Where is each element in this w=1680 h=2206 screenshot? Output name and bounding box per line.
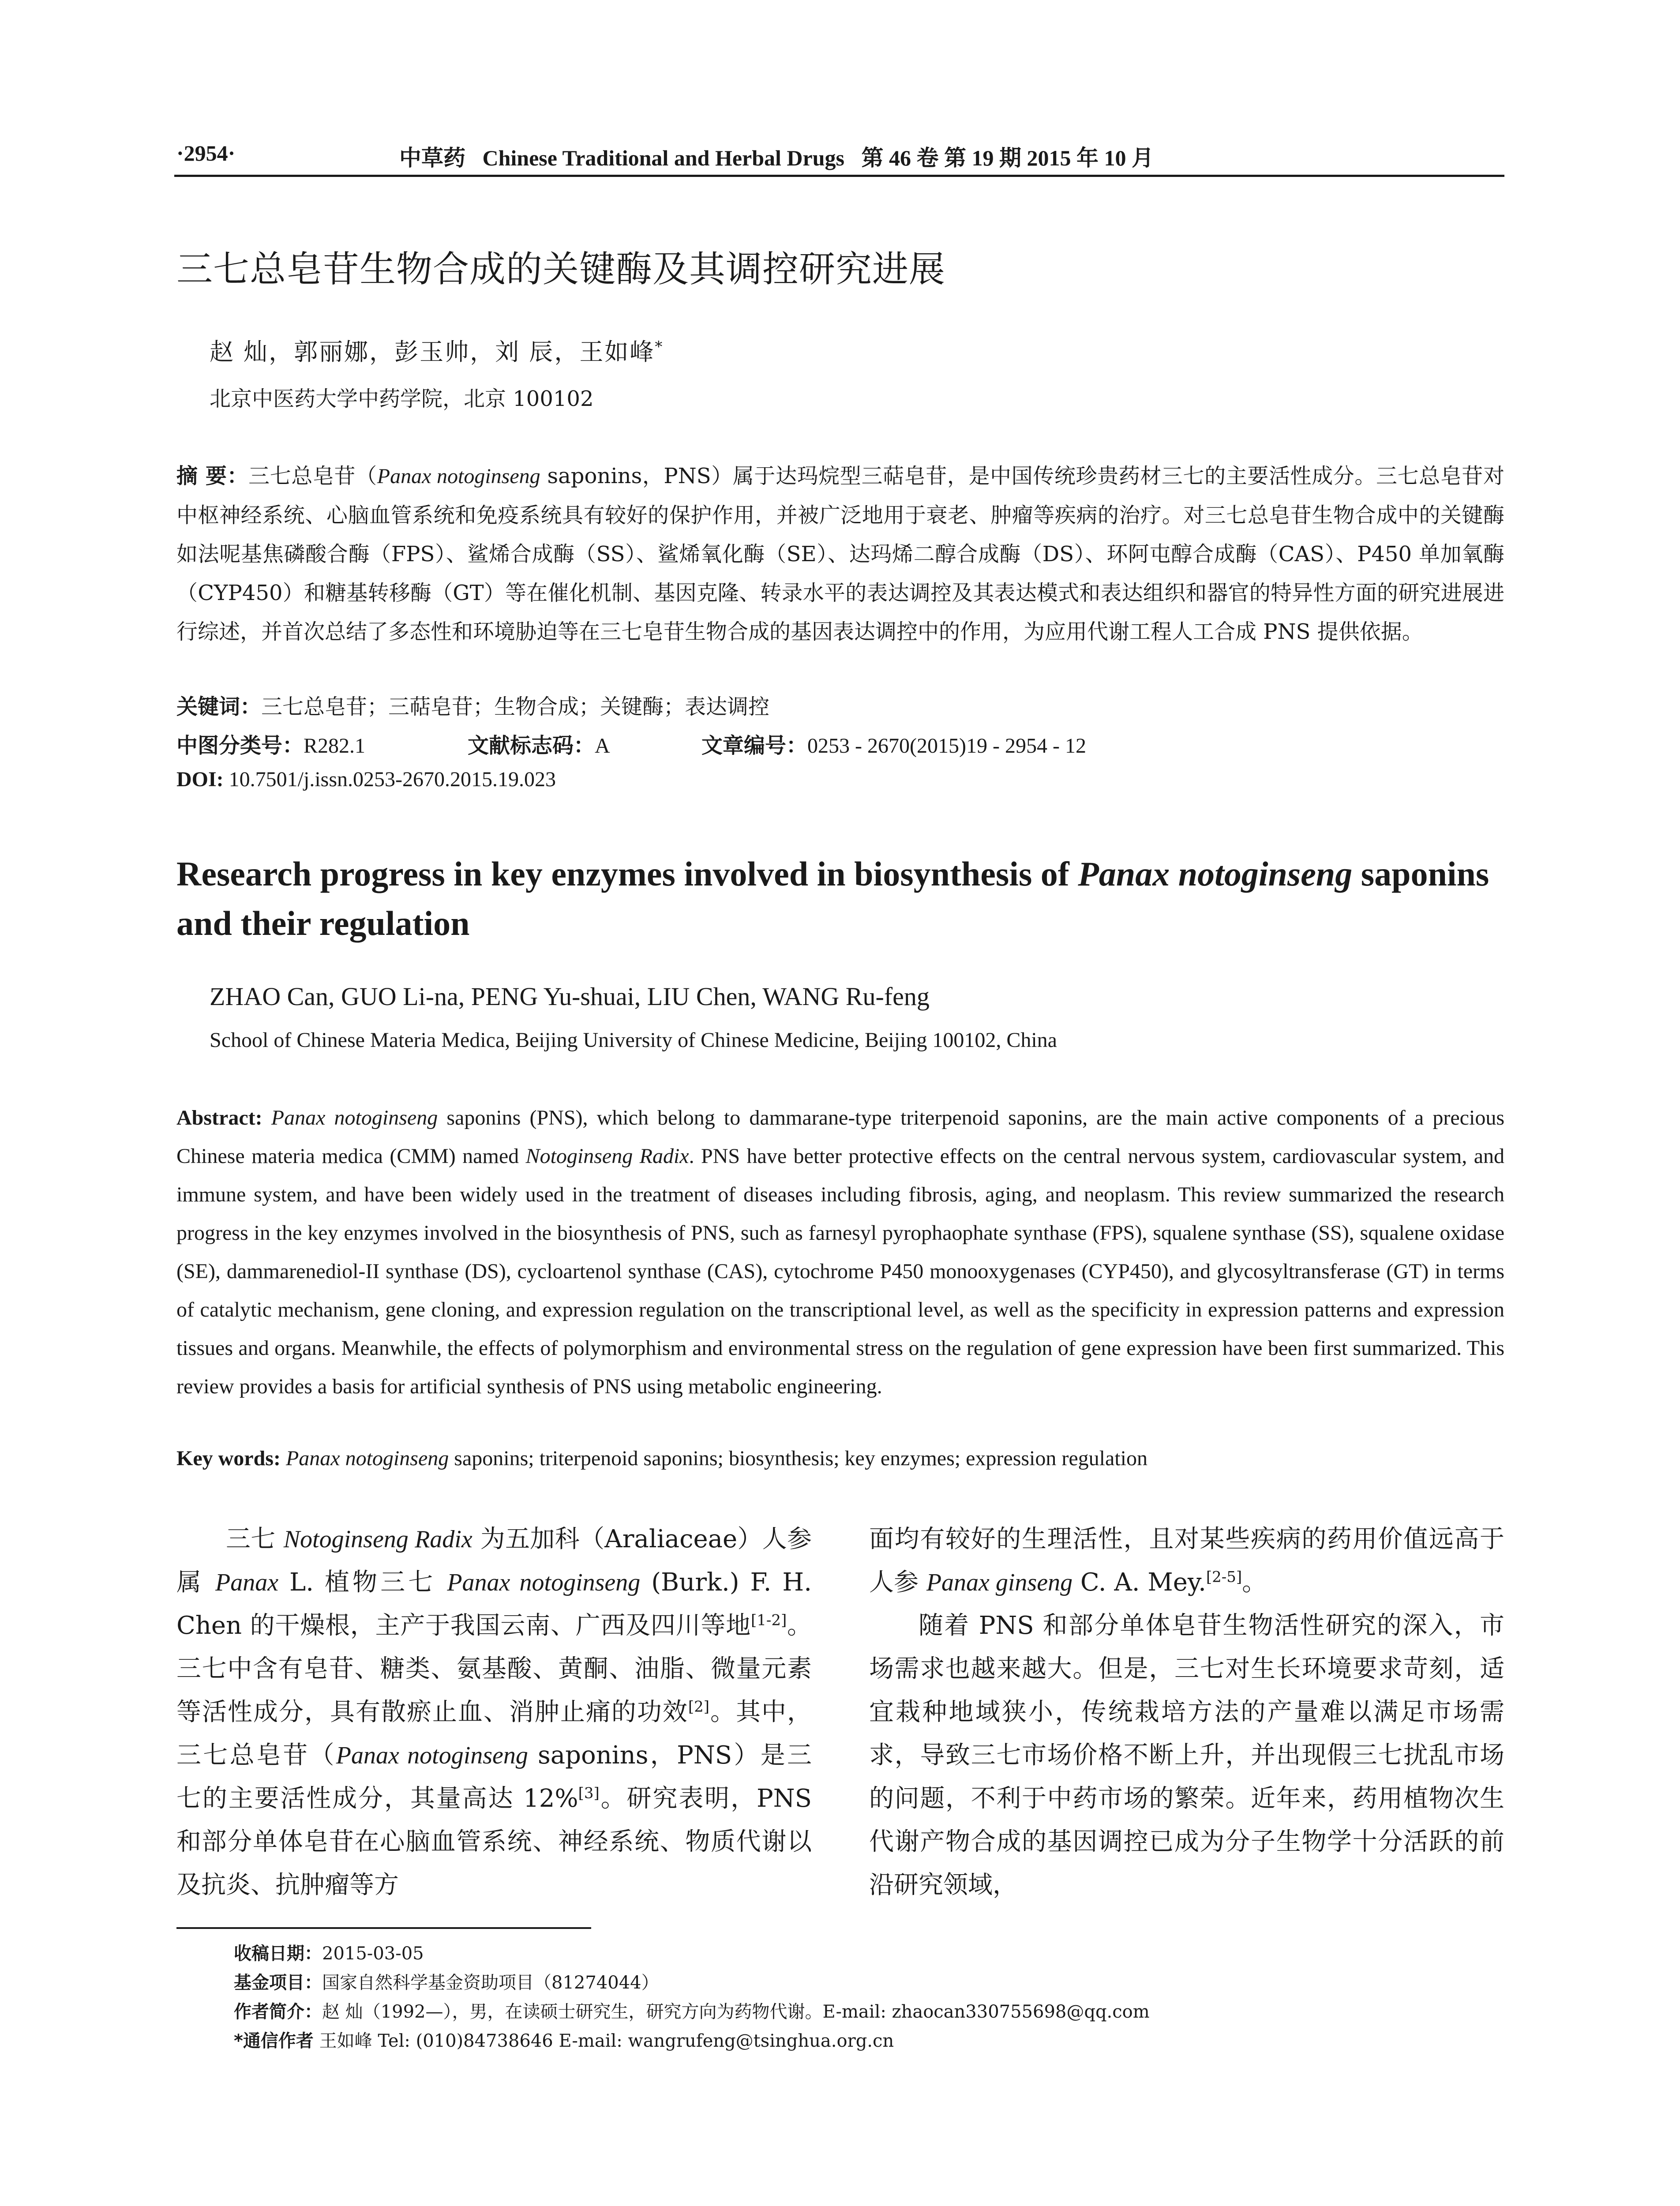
cn-keywords-text: 三七总皂苷；三萜皂苷；生物合成；关键酶；表达调控 bbox=[261, 694, 770, 719]
en-abstract-label: Abstract: bbox=[176, 1106, 262, 1129]
article-no-cell bbox=[701, 728, 1086, 759]
body-text: C. A. Mey. bbox=[1072, 1568, 1206, 1597]
doc-code-label: 文献标志码： bbox=[468, 733, 595, 758]
citation: [3] bbox=[578, 1784, 600, 1802]
body-text: 为五加科（Araliaceae）人参属 bbox=[176, 1525, 812, 1597]
journal-header bbox=[399, 140, 1165, 172]
body-paragraph: 随着 PNS 和部分单体皂苷生物活性研究的深入，市场需求也越来越大。但是，三七对生长环境要求苛刻，适宜栽种地域狭小，传统栽培方法的产量难以满足市场需求，导致三七市场价格不断上升，并出现假三七扰乱市场的问题，不利于中药市场的繁荣。近年来，药用植物次生代谢产物合成的基因调控已成为分子生物学十分活跃的前沿研究领域， bbox=[869, 1611, 1504, 1899]
clc-value: R282.1 bbox=[304, 734, 366, 758]
en-abstract bbox=[176, 1099, 1504, 1406]
journal-name-cn: 中草药 bbox=[399, 146, 465, 170]
doi-label: DOI: bbox=[176, 768, 224, 791]
body-paragraph bbox=[176, 1518, 812, 1907]
journal-name-en: Chinese Traditional and Herbal Drugs bbox=[482, 146, 844, 170]
en-authors: ZHAO Can, GUO Li-na, PENG Yu-shuai, LIU Chen, WANG Ru-feng bbox=[210, 982, 930, 1011]
header-rule bbox=[174, 175, 1504, 177]
footnote-label: *通信作者 bbox=[234, 2031, 314, 2051]
page-number: ·2954· bbox=[176, 141, 236, 165]
footnote-corresponding bbox=[234, 2026, 1150, 2056]
issue-info: 第 46 卷 第 19 期 2015 年 10 月 bbox=[861, 146, 1154, 170]
cn-abstract-label: 摘 要： bbox=[176, 464, 249, 488]
footnote-label: 收稿日期： bbox=[234, 1943, 322, 1964]
doc-code-value: A bbox=[595, 734, 610, 758]
body-text: L. 植物三七 bbox=[278, 1568, 447, 1597]
body-text: 。其中，三七总皂苷（ bbox=[176, 1698, 812, 1770]
cn-keywords-label: 关键词： bbox=[176, 694, 262, 719]
cn-keywords bbox=[176, 690, 769, 720]
doi bbox=[176, 767, 556, 792]
en-keywords-label: Key words: bbox=[176, 1447, 281, 1470]
en-keywords-species: Panax notoginseng bbox=[285, 1447, 449, 1470]
en-affiliation: School of Chinese Materia Medica, Beijing University of Chinese Medicine, Beijing 100102, China bbox=[210, 1028, 1057, 1052]
cn-classification bbox=[176, 728, 1086, 759]
en-title bbox=[176, 849, 1504, 948]
en-title-text: saponins and their regulation bbox=[176, 855, 1489, 942]
citation: [2] bbox=[688, 1698, 710, 1716]
footnote-text: 王如峰 Tel: (010)84738646 E-mail: wangrufeng@tsinghua.org.cn bbox=[319, 2031, 894, 2051]
body-italic: Panax notoginseng bbox=[447, 1569, 641, 1596]
body-text: 面均有较好的生理活性，且对某些疾病的药用价值远高于人参 bbox=[869, 1525, 1504, 1597]
cn-title: 三七总皂苷生物合成的关键酶及其调控研究进展 bbox=[176, 248, 946, 290]
footnotes bbox=[234, 1939, 1150, 2056]
cn-author-list: 赵 灿，郭丽娜，彭玉帅，刘 辰，王如峰 bbox=[210, 338, 655, 366]
cn-abstract-species: Panax notoginseng bbox=[377, 465, 540, 488]
en-title-text: Research progress in key enzymes involved in biosynthesis of bbox=[176, 855, 1078, 893]
footnote-author bbox=[234, 1997, 1150, 2026]
en-abstract-text: saponins (PNS), which belong to dammarane-type triterpenoid saponins, are the main active components of a precious Chinese materia medica (CMM) named bbox=[176, 1106, 1505, 1168]
en-keywords-text: saponins; triterpenoid saponins; biosynthesis; key enzymes; expression regulation bbox=[449, 1447, 1148, 1470]
doc-code-cell bbox=[468, 728, 701, 759]
citation: [1-2] bbox=[750, 1611, 787, 1629]
cn-affiliation: 北京中医药大学中药学院，北京 100102 bbox=[210, 386, 594, 411]
en-keywords bbox=[176, 1446, 1504, 1471]
footnote-text: 国家自然科学基金资助项目（81274044） bbox=[322, 1973, 659, 1993]
body-text: 。三七中含有皂苷、糖类、氨基酸、黄酮、油脂、微量元素等活性成分，具有散瘀止血、消肿止痛的功效 bbox=[176, 1611, 812, 1726]
footnote-text: 2015-03-05 bbox=[322, 1943, 424, 1964]
body-text: 。 bbox=[1242, 1568, 1267, 1597]
en-abstract-text: . PNS have better protective effects on the central nervous system, cardiovascular system, and immune system, and have been widely used in the treatment of diseases including fibrosis, aging, and neoplasm. This review summarized the research progress in the key enzymes involved in the biosynthesis of PNS, such as farnesyl pyrophaophate synthase (FPS), squalene synthase (SS), squalene oxidase (SE), dammarenediol-II synthase (DS), cycloartenol synthase (CAS), cytochrome P450 monooxygenases (CYP450), and glycosyltransferase (GT) in terms of catalytic mechanism, gene cloning, and expression regulation on the transcriptional level, as well as the specificity in expression patterns and expression tissues and organs. Meanwhile, the effects of polymorphism and environmental stress on the regulation of gene expression have been first summarized. This review provides a basis for artificial synthesis of PNS using metabolic engineering. bbox=[176, 1144, 1504, 1398]
footnote-rule bbox=[176, 1927, 591, 1929]
body-italic: Panax bbox=[215, 1569, 279, 1596]
cn-abstract bbox=[176, 457, 1504, 651]
cn-abstract-text: 三七总皂苷（ bbox=[248, 464, 377, 488]
citation: [2-5] bbox=[1206, 1568, 1242, 1586]
clc-cell bbox=[176, 728, 468, 759]
body-italic: Panax ginseng bbox=[926, 1569, 1073, 1596]
footnote-fund bbox=[234, 1968, 1150, 1997]
body-paragraph bbox=[869, 1518, 1504, 1604]
body-text: saponins，PNS）是三七的主要活性成分，其量高达 12% bbox=[176, 1741, 812, 1813]
footnote-text: 赵 灿（1992—），男，在读硕士研究生，研究方向为药物代谢。E-mail: zhaocan330755698@qq.com bbox=[322, 2002, 1150, 2022]
en-abstract-cmm: Notoginseng Radix bbox=[525, 1144, 689, 1168]
corresponding-mark: * bbox=[655, 338, 664, 356]
footnote-received bbox=[234, 1939, 1150, 1968]
en-title-species: Panax notoginseng bbox=[1078, 855, 1353, 893]
footnote-label: 作者简介： bbox=[234, 2002, 322, 2022]
body-text: 三七 bbox=[226, 1525, 284, 1553]
cn-abstract-text: saponins，PNS）属于达玛烷型三萜皂苷，是中国传统珍贵药材三七的主要活性成分。三七总皂苷对中枢神经系统、心脑血管系统和免疫系统具有较好的保护作用，并被广泛地用于衰老、肿瘤等疾病的治疗。对三七总皂苷生物合成中的关键酶如法呢基焦磷酸合酶（FPS）、鲨烯合成酶（SS）、鲨烯氧化酶（SE）、达玛烯二醇合成酶（DS）、环阿屯醇合成酶（CAS）、P450 单加氧酶（CYP450）和糖基转移酶（GT）等在催化机制、基因克隆、转录水平的表达调控及其表达模式和表达组织和器官的特异性方面的研究进展进行综述，并首次总结了多态性和环境胁迫等在三七皂苷生物合成的基因表达调控中的作用，为应用代谢工程人工合成 PNS 提供依据。 bbox=[176, 464, 1504, 644]
body-italic: Panax notoginseng bbox=[336, 1742, 528, 1769]
body-column-left bbox=[176, 1518, 812, 1907]
clc-label: 中图分类号： bbox=[176, 733, 304, 758]
article-no-value: 0253 - 2670(2015)19 - 2954 - 12 bbox=[807, 734, 1086, 758]
en-abstract-species: Panax notoginseng bbox=[271, 1106, 438, 1129]
footnote-label: 基金项目： bbox=[234, 1973, 322, 1993]
body-text: 。研究表明，PNS 和部分单体皂苷在心脑血管系统、神经系统、物质代谢以及抗炎、抗肿瘤等方 bbox=[176, 1784, 812, 1899]
doi-value: 10.7501/j.issn.0253-2670.2015.19.023 bbox=[229, 768, 556, 791]
body-italic: Notoginseng Radix bbox=[283, 1526, 472, 1553]
article-no-label: 文章编号： bbox=[701, 733, 808, 758]
body-column-right bbox=[869, 1518, 1504, 1907]
body-text: (Burk.) F. H. Chen 的干燥根，主产于我国云南、广西及四川等地 bbox=[176, 1568, 812, 1640]
cn-authors bbox=[210, 333, 664, 367]
